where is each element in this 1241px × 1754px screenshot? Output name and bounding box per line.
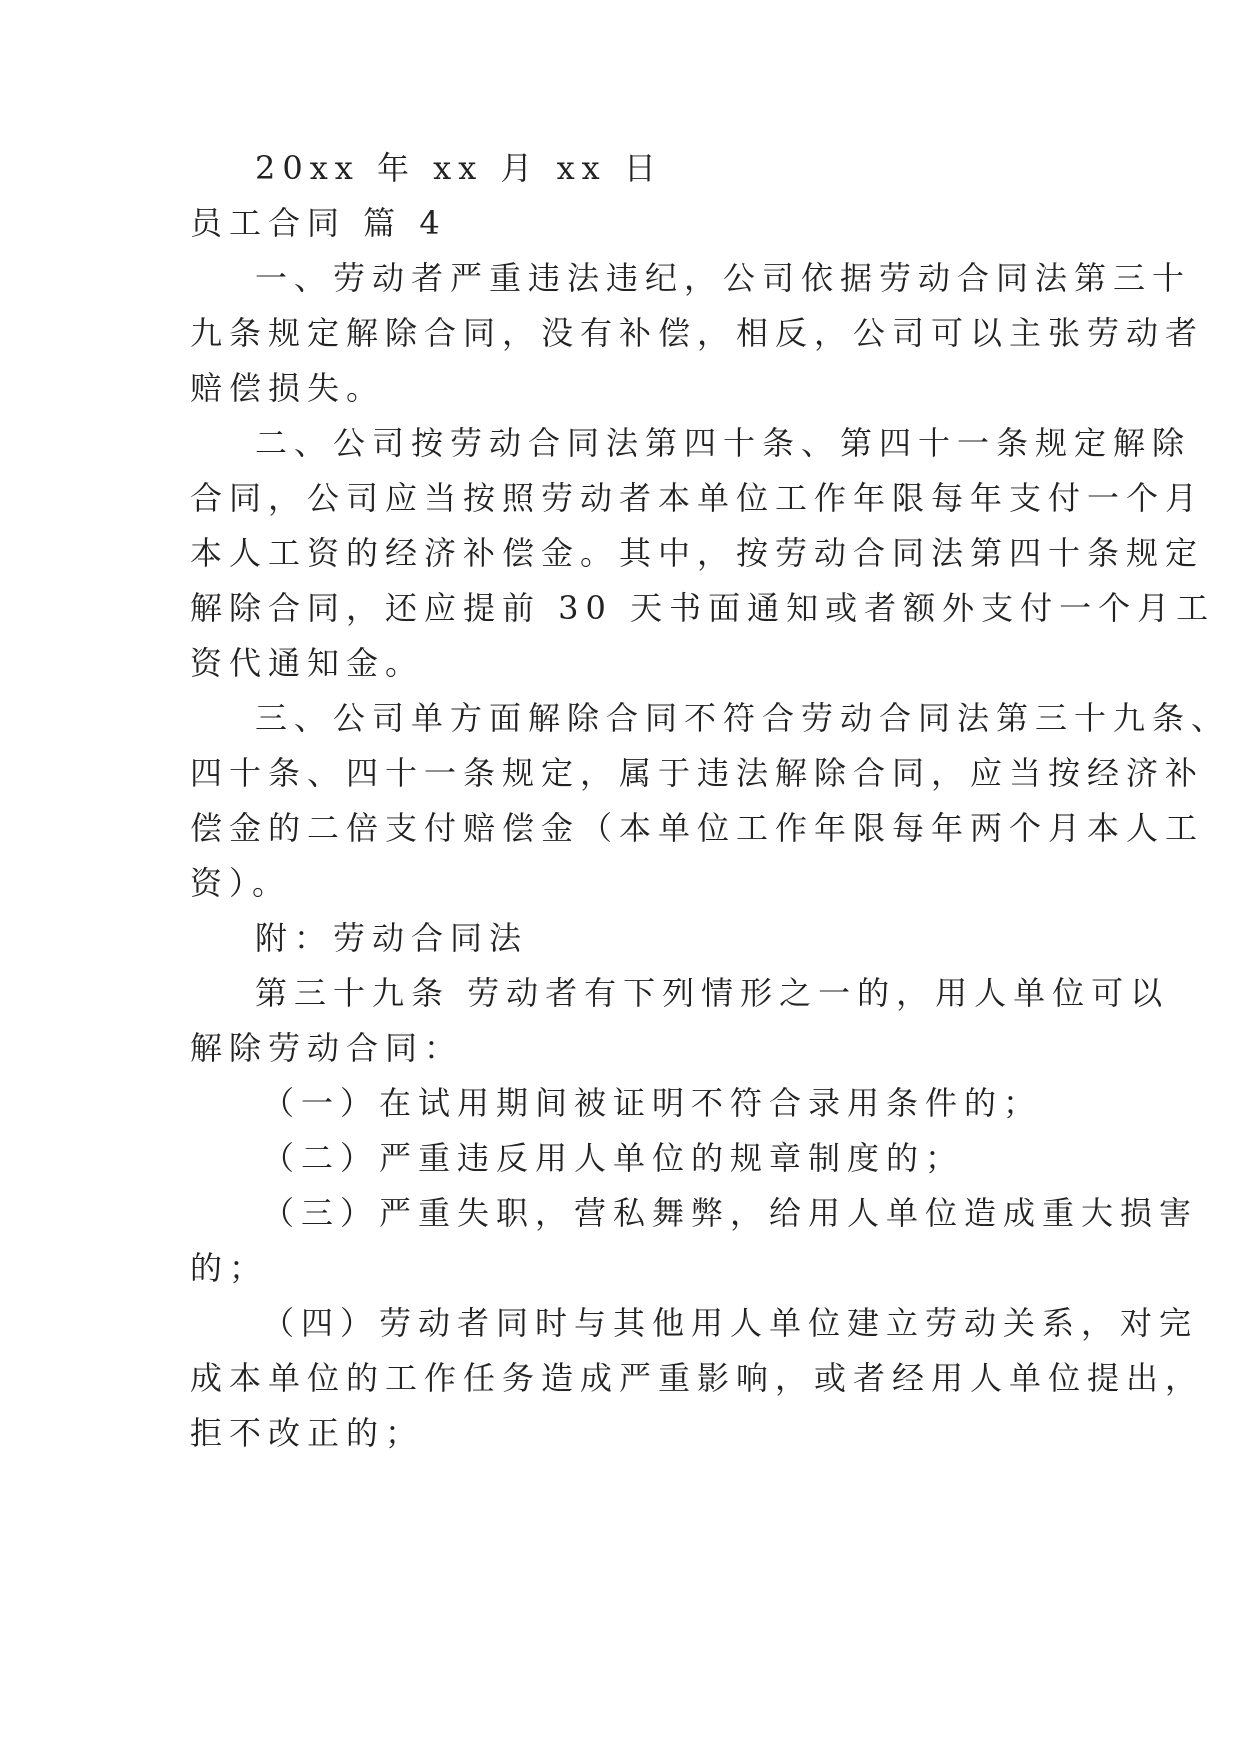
paragraph-line: 二、公司按劳动合同法第四十条、第四十一条规定解除 bbox=[255, 424, 1192, 462]
paragraph-line: 本人工资的经济补偿金。其中，按劳动合同法第四十条规定 bbox=[190, 534, 1205, 572]
list-item-continuation: 的； bbox=[190, 1249, 269, 1287]
paragraph-line: 四十条、四十一条规定，属于违法解除合同，应当按经济补 bbox=[190, 754, 1205, 792]
list-item-continuation: 拒不改正的； bbox=[190, 1414, 425, 1452]
paragraph-line: 解除合同，还应提前 30 天书面通知或者额外支付一个月工 bbox=[190, 589, 1216, 627]
paragraph-line: 资代通知金。 bbox=[190, 644, 425, 682]
date-line: 20xx 年 xx 月 xx 日 bbox=[255, 149, 663, 187]
paragraph-line: 资）。 bbox=[190, 864, 292, 902]
paragraph-line: 合同，公司应当按照劳动者本单位工作年限每年支付一个月 bbox=[190, 479, 1205, 517]
paragraph-line: 三、公司单方面解除合同不符合劳动合同法第三十九条、 bbox=[255, 699, 1231, 737]
list-item: （一）在试用期间被证明不符合录用条件的； bbox=[262, 1084, 1043, 1122]
appendix-heading: 附：劳动合同法 bbox=[255, 919, 529, 957]
list-item: （二）严重违反用人单位的规章制度的； bbox=[262, 1139, 965, 1177]
paragraph-line: 赔偿损失。 bbox=[190, 369, 386, 407]
paragraph-line: 偿金的二倍支付赔偿金（本单位工作年限每年两个月本人工 bbox=[190, 809, 1205, 847]
list-item-continuation: 成本单位的工作任务造成严重影响，或者经用人单位提出， bbox=[190, 1359, 1205, 1397]
paragraph-line: 九条规定解除合同，没有补偿，相反，公司可以主张劳动者 bbox=[190, 314, 1205, 352]
list-item: （四）劳动者同时与其他用人单位建立劳动关系，对完 bbox=[262, 1304, 1199, 1342]
list-item: （三）严重失职，营私舞弊，给用人单位造成重大损害 bbox=[262, 1194, 1199, 1232]
article-line: 第三十九条 劳动者有下列情形之一的，用人单位可以 bbox=[255, 974, 1170, 1012]
section-heading: 员工合同 篇 4 bbox=[190, 204, 447, 242]
paragraph-line: 一、劳动者严重违法违纪，公司依据劳动合同法第三十 bbox=[255, 259, 1192, 297]
article-line: 解除劳动合同： bbox=[190, 1029, 464, 1067]
